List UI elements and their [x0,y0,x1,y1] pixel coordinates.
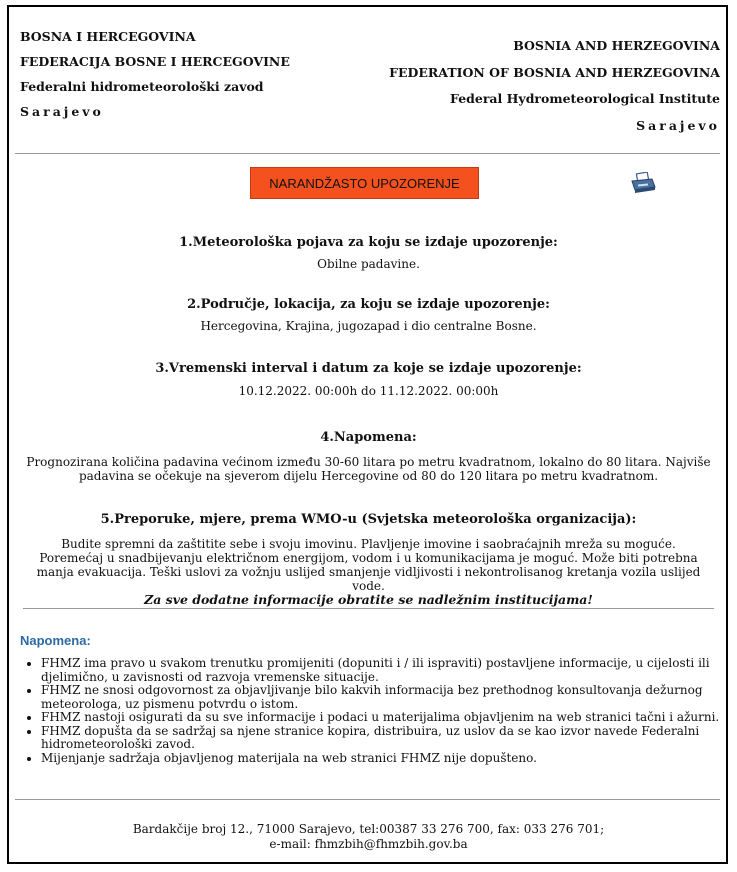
printer-icon[interactable] [630,172,656,194]
footer-divider [15,799,720,800]
section-title: 2.Područje, lokacija, za koju se izdaje upozorenje: [187,297,550,312]
section-title: 3.Vremenski interval i datum za koje se izdaje upozorenje: [155,361,582,376]
section-title: 1.Meteorološka pojava za koju se izdaje upozorenje: [179,235,558,250]
notes-list [20,657,721,765]
header-right-line3: Federal Hydrometeorological Institute [450,91,720,106]
section-title: 4.Napomena: [320,430,417,445]
notes-title: Napomena: [20,633,91,648]
header-right-line2: FEDERATION OF BOSNIA AND HERZEGOVINA [389,64,720,80]
section-body: Obilne padavine. [317,257,420,271]
section-body: Hercegovina, Krajina, jugozapad i dio centralne Bosne. [200,319,537,333]
header-left-line1: BOSNA I HERCEGOVINA [20,29,196,44]
section-emphasis: Za sve dodatne informacije obratite se nadležnim institucijama! [144,592,593,607]
header-divider [15,153,720,154]
orange-warning-badge: NARANDŽASTO UPOZORENJE [250,167,479,199]
list-item: • FHMZ ima pravo u svakom trenutku promijeniti (dopuniti i / ili ispraviti) postavljene informacije, u cijelosti ili djelimično, u zavisnosti od razvoja vremenske situacije. [41,657,721,684]
section-note [17,430,720,483]
header-right-line1: BOSNIA AND HERZEGOVINA [513,38,720,53]
header-left-city: Sarajevo [20,104,104,119]
list-item: • FHMZ ne snosi odgovornost za objavljivanje bilo kakvih informacija bez prethodnog konsultovanja dežurnog meteorologa, uz pismenu potvrdu o istom. [41,684,721,711]
document-frame [7,5,728,864]
section-area [17,297,720,333]
section-title: 5.Preporuke, mjere, prema WMO-u (Svjetska meteorološka organizacija): [100,512,637,527]
content-divider [23,608,714,609]
footer-email[interactable]: e-mail: fhmzbih@fhmzbih.gov.ba [269,837,468,851]
list-item: • FHMZ nastoji osigurati da su sve informacije i podaci u materijalima objavljenim na web stranici tačni i ažurni. [41,711,721,725]
section-body: Budite spremni da zaštitite sebe i svoju imovinu. Plavljenje imovine i saobraćajnih mreža su moguće. Poremećaj u snadbijevanju električnom energijom, vodom i u komunikacijama je moguć. Može biti potrebna manja evakuacija. Teški uslovi za vožnju uslijed smanjenje vidljivosti i nekontrolisanog kretanja vozila uslijed vode. [36,537,701,593]
section-body: Prognozirana količina padavina većinom između 30-60 litara po metru kvadratnom, lokalno do 80 litara. Najviše padavina se očekuje na sjeverom dijelu Hercegovine od 80 do 120 litara po metru kvadratnom. [26,455,711,483]
section-interval [17,361,720,398]
header-right [389,33,720,139]
list-item: • FHMZ dopušta da se sadržaj sa njene stranice kopira, distribuira, uz uslov da se kao izvor navede Federalni hidrometeorološki zavod. [41,725,721,752]
section-body: 10.12.2022. 00:00h do 11.12.2022. 00:00h [238,384,499,398]
footer-address: Bardakčije broj 12., 71000 Sarajevo, tel:00387 33 276 700, fax: 033 276 701; [132,822,605,836]
list-item: • Mijenjanje sadržaja objavljenog materijala na web stranici FHMZ nije dopušteno. [41,752,721,766]
section-phenomenon [17,235,720,271]
header-right-city: Sarajevo [636,117,720,133]
header-left [20,24,290,124]
section-recommendations [17,512,720,607]
header-left-line3: Federalni hidrometeorološki zavod [20,79,264,94]
header-left-line2: FEDERACIJA BOSNE I HERCEGOVINE [20,54,290,69]
footer [17,822,720,852]
